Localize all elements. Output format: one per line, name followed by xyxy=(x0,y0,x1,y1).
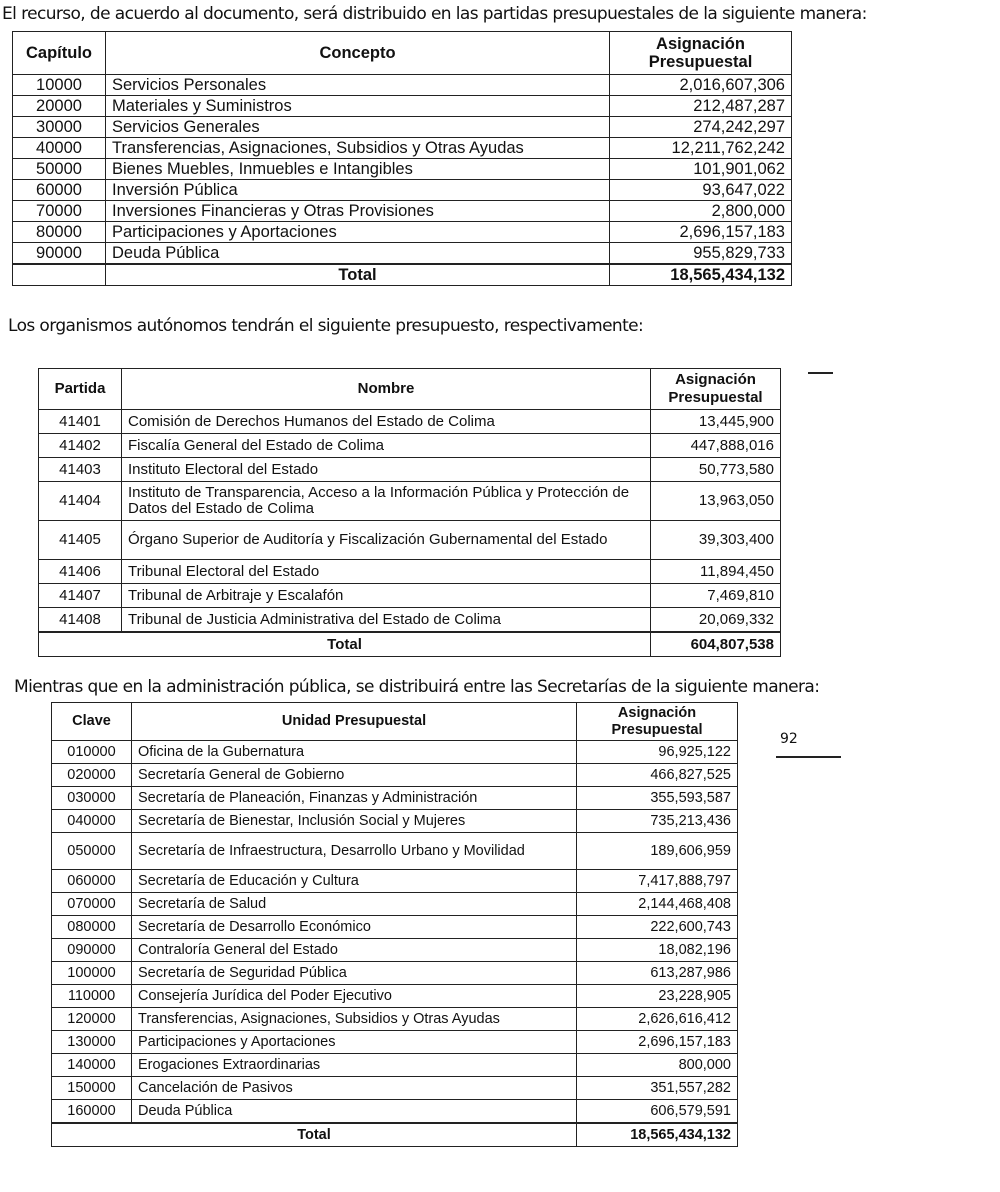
row-code: 41408 xyxy=(39,608,122,633)
header-asignacion: Asignación Presupuestal xyxy=(651,369,781,410)
table-row xyxy=(52,787,738,810)
table-body xyxy=(13,75,792,286)
table-header-row xyxy=(52,703,738,741)
row-amount: 39,303,400 xyxy=(651,521,781,560)
row-amount: 12,211,762,242 xyxy=(610,138,792,159)
row-name: Erogaciones Extraordinarias xyxy=(132,1054,577,1077)
row-name: Deuda Pública xyxy=(132,1100,577,1124)
row-name: Secretaría de Planeación, Finanzas y Administración xyxy=(132,787,577,810)
table-row xyxy=(52,1077,738,1100)
row-amount: 613,287,986 xyxy=(577,962,738,985)
row-name: Deuda Pública xyxy=(106,243,610,265)
row-code: 60000 xyxy=(13,180,106,201)
table-row xyxy=(52,1008,738,1031)
row-code: 40000 xyxy=(13,138,106,159)
row-code: 41406 xyxy=(39,560,122,584)
row-amount: 447,888,016 xyxy=(651,434,781,458)
row-code: 41401 xyxy=(39,410,122,434)
table-row xyxy=(39,560,781,584)
total-row xyxy=(52,1123,738,1147)
row-code: 020000 xyxy=(52,764,132,787)
row-code: 070000 xyxy=(52,893,132,916)
table-row xyxy=(13,75,792,96)
intro-paragraph-secretarias: Mientras que en la administración pública, se distribuirá entre las Secretarías de la siguiente manera: xyxy=(14,677,820,697)
row-name: Secretaría de Seguridad Pública xyxy=(132,962,577,985)
table-row xyxy=(52,1031,738,1054)
table-row xyxy=(52,962,738,985)
row-name: Secretaría de Desarrollo Económico xyxy=(132,916,577,939)
row-name: Participaciones y Aportaciones xyxy=(106,222,610,243)
row-code: 120000 xyxy=(52,1008,132,1031)
row-name: Tribunal Electoral del Estado xyxy=(122,560,651,584)
table-row xyxy=(39,482,781,521)
table-secretarias xyxy=(51,702,738,1147)
table-row xyxy=(52,985,738,1008)
row-name: Fiscalía General del Estado de Colima xyxy=(122,434,651,458)
row-amount: 351,557,282 xyxy=(577,1077,738,1100)
table-row xyxy=(13,159,792,180)
row-amount: 735,213,436 xyxy=(577,810,738,833)
row-code: 010000 xyxy=(52,741,132,764)
empty-cell xyxy=(13,264,106,286)
row-name: Órgano Superior de Auditoría y Fiscalización Gubernamental del Estado xyxy=(122,521,651,560)
table-header-row xyxy=(13,32,792,75)
header-clave: Clave xyxy=(52,703,132,741)
header-asignacion: Asignación Presupuestal xyxy=(610,32,792,75)
row-code: 160000 xyxy=(52,1100,132,1124)
row-amount: 18,082,196 xyxy=(577,939,738,962)
row-amount: 2,016,607,306 xyxy=(610,75,792,96)
table-row xyxy=(52,870,738,893)
row-amount: 212,487,287 xyxy=(610,96,792,117)
total-amount: 18,565,434,132 xyxy=(610,264,792,286)
row-name: Secretaría de Bienestar, Inclusión Social y Mujeres xyxy=(132,810,577,833)
header-concepto: Concepto xyxy=(106,32,610,75)
row-code: 20000 xyxy=(13,96,106,117)
row-amount: 20,069,332 xyxy=(651,608,781,633)
row-amount: 11,894,450 xyxy=(651,560,781,584)
row-code: 41403 xyxy=(39,458,122,482)
header-partida: Partida xyxy=(39,369,122,410)
row-amount: 800,000 xyxy=(577,1054,738,1077)
table-row xyxy=(39,584,781,608)
row-code: 100000 xyxy=(52,962,132,985)
row-amount: 101,901,062 xyxy=(610,159,792,180)
table-body xyxy=(52,741,738,1147)
table-header-row xyxy=(39,369,781,410)
row-name: Instituto de Transparencia, Acceso a la Información Pública y Protección de Datos del Estado de Colima xyxy=(122,482,651,521)
page-number-underline xyxy=(776,756,841,758)
header-unidad-presupuestal: Unidad Presupuestal xyxy=(132,703,577,741)
header-asignacion: Asignación Presupuestal xyxy=(577,703,738,741)
table-row xyxy=(52,1100,738,1124)
row-name: Servicios Generales xyxy=(106,117,610,138)
row-amount: 274,242,297 xyxy=(610,117,792,138)
row-amount: 606,579,591 xyxy=(577,1100,738,1124)
header-capitulo: Capítulo xyxy=(13,32,106,75)
total-label: Total xyxy=(39,632,651,657)
row-name: Instituto Electoral del Estado xyxy=(122,458,651,482)
row-name: Materiales y Suministros xyxy=(106,96,610,117)
row-amount: 2,696,157,183 xyxy=(610,222,792,243)
row-amount: 93,647,022 xyxy=(610,180,792,201)
total-amount: 18,565,434,132 xyxy=(577,1123,738,1147)
row-amount: 96,925,122 xyxy=(577,741,738,764)
row-code: 50000 xyxy=(13,159,106,180)
row-code: 090000 xyxy=(52,939,132,962)
table-row xyxy=(39,458,781,482)
row-code: 30000 xyxy=(13,117,106,138)
row-name: Secretaría General de Gobierno xyxy=(132,764,577,787)
row-name: Secretaría de Educación y Cultura xyxy=(132,870,577,893)
row-amount: 189,606,959 xyxy=(577,833,738,870)
row-code: 140000 xyxy=(52,1054,132,1077)
row-name: Participaciones y Aportaciones xyxy=(132,1031,577,1054)
total-amount: 604,807,538 xyxy=(651,632,781,657)
row-name: Comisión de Derechos Humanos del Estado de Colima xyxy=(122,410,651,434)
row-name: Transferencias, Asignaciones, Subsidios y Otras Ayudas xyxy=(106,138,610,159)
row-name: Inversiones Financieras y Otras Provisiones xyxy=(106,201,610,222)
table-row xyxy=(39,521,781,560)
header-nombre: Nombre xyxy=(122,369,651,410)
row-name: Oficina de la Gubernatura xyxy=(132,741,577,764)
table-row xyxy=(13,180,792,201)
total-label: Total xyxy=(106,264,610,286)
row-name: Tribunal de Justicia Administrativa del Estado de Colima xyxy=(122,608,651,633)
table-row xyxy=(39,434,781,458)
row-amount: 222,600,743 xyxy=(577,916,738,939)
row-code: 060000 xyxy=(52,870,132,893)
table-row xyxy=(13,222,792,243)
row-code: 110000 xyxy=(52,985,132,1008)
row-amount: 13,963,050 xyxy=(651,482,781,521)
row-name: Secretaría de Infraestructura, Desarrollo Urbano y Movilidad xyxy=(132,833,577,870)
intro-paragraph-autonomos: Los organismos autónomos tendrán el siguiente presupuesto, respectivamente: xyxy=(8,316,644,336)
table-row xyxy=(52,764,738,787)
row-amount: 7,417,888,797 xyxy=(577,870,738,893)
margin-mark xyxy=(808,372,833,374)
row-name: Servicios Personales xyxy=(106,75,610,96)
row-code: 150000 xyxy=(52,1077,132,1100)
row-name: Bienes Muebles, Inmuebles e Intangibles xyxy=(106,159,610,180)
table-row xyxy=(52,916,738,939)
table-row xyxy=(13,117,792,138)
page-number: 92 xyxy=(780,731,798,747)
table-row xyxy=(52,1054,738,1077)
row-amount: 955,829,733 xyxy=(610,243,792,265)
table-row xyxy=(52,741,738,764)
table-row xyxy=(52,893,738,916)
row-amount: 50,773,580 xyxy=(651,458,781,482)
table-row xyxy=(13,96,792,117)
row-name: Tribunal de Arbitraje y Escalafón xyxy=(122,584,651,608)
row-code: 41405 xyxy=(39,521,122,560)
row-name: Transferencias, Asignaciones, Subsidios y Otras Ayudas xyxy=(132,1008,577,1031)
total-label: Total xyxy=(52,1123,577,1147)
row-name: Contraloría General del Estado xyxy=(132,939,577,962)
row-code: 41407 xyxy=(39,584,122,608)
row-code: 70000 xyxy=(13,201,106,222)
table-row xyxy=(52,833,738,870)
table-row xyxy=(13,201,792,222)
row-amount: 13,445,900 xyxy=(651,410,781,434)
row-amount: 2,696,157,183 xyxy=(577,1031,738,1054)
row-code: 10000 xyxy=(13,75,106,96)
row-name: Secretaría de Salud xyxy=(132,893,577,916)
row-amount: 2,800,000 xyxy=(610,201,792,222)
row-code: 41402 xyxy=(39,434,122,458)
table-row xyxy=(39,608,781,633)
table-row xyxy=(52,939,738,962)
table-row xyxy=(13,243,792,265)
table-body xyxy=(39,410,781,657)
row-amount: 2,626,616,412 xyxy=(577,1008,738,1031)
row-code: 040000 xyxy=(52,810,132,833)
row-code: 80000 xyxy=(13,222,106,243)
row-amount: 23,228,905 xyxy=(577,985,738,1008)
row-name: Cancelación de Pasivos xyxy=(132,1077,577,1100)
table-row xyxy=(52,810,738,833)
row-code: 90000 xyxy=(13,243,106,265)
row-name: Inversión Pública xyxy=(106,180,610,201)
row-code: 030000 xyxy=(52,787,132,810)
table-row xyxy=(13,138,792,159)
table-capitulos xyxy=(12,31,792,286)
intro-paragraph-capitulos: El recurso, de acuerdo al documento, será distribuido en las partidas presupuestales de la siguiente manera: xyxy=(2,4,867,24)
row-code: 130000 xyxy=(52,1031,132,1054)
table-row xyxy=(39,410,781,434)
row-amount: 466,827,525 xyxy=(577,764,738,787)
row-amount: 7,469,810 xyxy=(651,584,781,608)
total-row xyxy=(13,264,792,286)
row-name: Consejería Jurídica del Poder Ejecutivo xyxy=(132,985,577,1008)
total-row xyxy=(39,632,781,657)
row-amount: 355,593,587 xyxy=(577,787,738,810)
row-code: 41404 xyxy=(39,482,122,521)
row-code: 080000 xyxy=(52,916,132,939)
table-organismos-autonomos xyxy=(38,368,781,657)
row-amount: 2,144,468,408 xyxy=(577,893,738,916)
row-code: 050000 xyxy=(52,833,132,870)
